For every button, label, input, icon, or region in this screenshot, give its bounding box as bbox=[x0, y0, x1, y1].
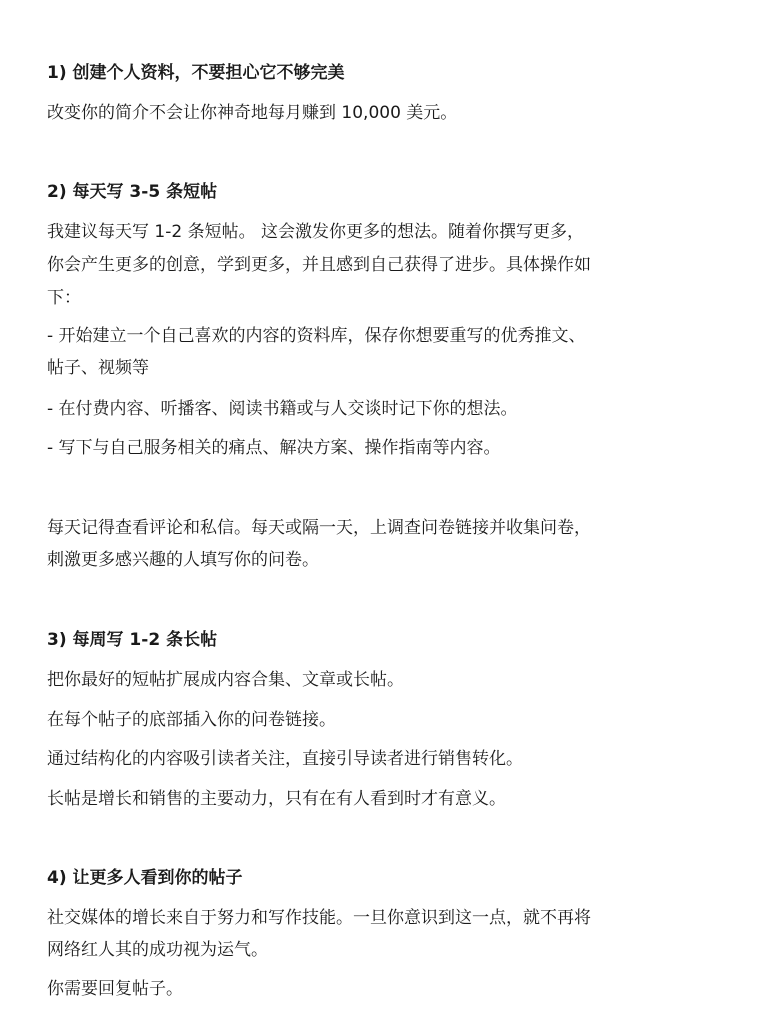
section-1-title: 1) 创建个人资料，不要担心它不够完美 bbox=[47, 63, 345, 83]
section-3-line-4: 长帖是增长和销售的主要动力，只有在有人看到时才有意义。 bbox=[47, 789, 506, 809]
section-3-title: 3) 每周写 1-2 条长帖 bbox=[47, 630, 218, 650]
section-3-line-3: 通过结构化的内容吸引读者关注，直接引导读者进行销售转化。 bbox=[47, 749, 523, 769]
section-2-line-1: 我建议每天写 1-2 条短帖。 这会激发你更多的想法。随着你撰写更多， bbox=[47, 222, 584, 242]
section-3-line-2: 在每个帖子的底部插入你的问卷链接。 bbox=[47, 710, 336, 730]
section-2-line-8: 每天记得查看评论和私信。每天或隔一天，上调查问卷链接并收集问卷， bbox=[47, 518, 591, 538]
section-2-line-5: 帖子、视频等 bbox=[47, 358, 149, 378]
section-2-title: 2) 每天写 3-5 条短帖 bbox=[47, 182, 218, 202]
section-2-line-3: 下： bbox=[47, 288, 81, 308]
section-2-line-6: - 在付费内容、听播客、阅读书籍或与人交谈时记下你的想法。 bbox=[47, 399, 518, 419]
section-4-line-1: 社交媒体的增长来自于努力和写作技能。一旦你意识到这一点，就不再将 bbox=[47, 908, 591, 928]
section-2-line-4: - 开始建立一个自己喜欢的内容的资料库，保存你想要重写的优秀推文、 bbox=[47, 326, 586, 346]
section-4-title: 4) 让更多人看到你的帖子 bbox=[47, 868, 243, 888]
section-2-line-7: - 写下与自己服务相关的痛点、解决方案、操作指南等内容。 bbox=[47, 438, 501, 458]
section-4-line-3: 你需要回复帖子。 bbox=[47, 979, 183, 999]
section-4-line-2: 网络红人其的成功视为运气。 bbox=[47, 940, 268, 960]
section-2-line-2: 你会产生更多的创意，学到更多，并且感到自己获得了进步。具体操作如 bbox=[47, 255, 591, 275]
section-1-line-1: 改变你的简介不会让你神奇地每月赚到 10,000 美元。 bbox=[47, 103, 458, 123]
section-2-line-9: 刺激更多感兴趣的人填写你的问卷。 bbox=[47, 550, 319, 570]
section-3-line-1: 把你最好的短帖扩展成内容合集、文章或长帖。 bbox=[47, 670, 404, 690]
